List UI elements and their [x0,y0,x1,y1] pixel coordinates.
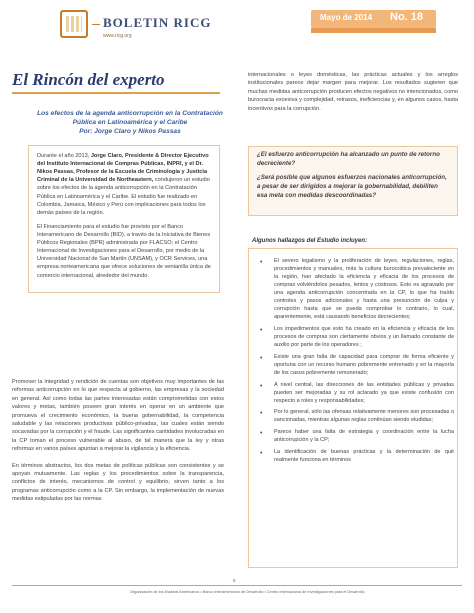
footer-rule [12,585,462,586]
intro-authors: Jorge Claro, Presidente & Director Ejecutivo del Instituto Internacional de Compras Públicas, INPRI, y el Dr. Nikos Passas, Profesor de la Escuela de Criminología y Justicia Criminal de la Universidad de Northeastern, [37,153,209,184]
issue-bar [311,28,436,33]
title-rule [12,92,220,94]
header [0,0,474,60]
finding-item: • Por lo general, sólo las ofensas relativamente menores son procesadas o sancionadas, mientras algunas reglas continúan siendo eludidas; [256,409,454,425]
issue-date: Mayo de 2014 [320,13,373,22]
page-number: 6 [233,578,236,583]
question-box [248,146,458,216]
section-title: El Rincón del experto [12,70,165,89]
body-paragraph-1: Promover la integridad y rendición de cuentas son objetivos muy importantes de las reformas anticorrupción en lo que respecta al gobierno, las empresas y la sociedad en general. Así como todas las partes interesadas están comprometidas con estos valores y metas, también poseen gran interés en operar en un ambiente que promueva el crecimiento económico, la buena gobernabilidad, la competencia saludable y las relaciones productivas público-privadas, las cuales están siendo socavadas por la corrupción y el fraude. Las significantes cantidades involucradas en la CP toman el proceso vulnerable al abuso, de tal manera que la ley y otras reformas en varios países apuntan a mejorar la vigilancia y la eficiencia. [12,379,224,453]
finding-item: • El severo legalismo y la proliferación de leyes, regulaciones, reglas, procedimientos y manuales, más la cultura burocrática prevaleciente en la región, han afectado la eficiencia y eficacia de los procesos de compras volviéndolos pesados, lentos y costosos. Esto es agravado por una agenda anticorrupción concentrada en la CP, lo que ha traído controles y pasos adicionales y hasta una presunción de culpa y corrupción hasta que se pueda comprobar lo contrario, lo cual, aparentemente, está causando beneficios decrecientes; [256,258,454,322]
article-headline: Los efectos de la agenda anticorrupción en la Contratación Pública en Latinoamérica y el Caribe [37,110,223,126]
logo-url[interactable]: www.ricg.org [103,33,132,39]
finding-item: • Parece haber una falta de estrategia y coordinación entre la lucha anticorrupción y la CP; [256,429,454,445]
body-paragraph-2: En términos abstractos, los dos metas de políticas públicas son consistentes y se apoyan mutuamente. Las reglas y los procedimientos sobre la transparencia, conflictos de interés, mecanismos de control y equilibrio, sirven tanto a los programas anticorrupción como a la CP. Sin embargo, la implementación de nuevas medidas estipuladas por las normas [12,462,224,503]
finding-item: • Existe una gran falta de capacidad para comprar de forma eficiente y oportuna con un recurso humano pobremente entrenado y en la mayoría de los casos pobremente remunerado; [256,354,454,378]
footer-text: Organización de los Estados Americanos • Banco Interamericano de Desarrollo • Centro Internacional de Investigaciones para el Desarrollo [130,590,365,594]
left-body [12,378,224,511]
intro-paragraph-2: El Financiamiento para el estudio fue provisto por el Banco Interamericano de Desarrollo (BID), a través de la Iniciativa de Bienes Públicos Regionales (BPR) administrada por FLACSO; el Centro Internacional de Investigaciones para el Desarrollo, por medio de la Universidad Nacional de San Martín (UNSAM), y OCR Services, una empresa norteamericana que ofrece soluciones de ventanilla única de comercio internacional, alrededor del mundo. [37,223,211,279]
logo-divider [92,24,100,25]
ricg-logo-icon [60,10,88,38]
intro-paragraph-1 [37,152,211,217]
question-1: ¿El esfuerzo anticorrupción ha alcanzado un punto de retorno decreciente? [257,151,440,167]
findings-heading: Algunos hallazgos del Estudio incluyen: [252,238,368,244]
right-column [248,71,458,113]
intro-box [28,145,220,293]
findings-list [256,258,454,469]
intro-rest: condujeron un estudio sobre los efectos de la agenda anticorrupción en la Contratación Pública en Latinoamérica y el Caribe. El estudio fue realizado en Colombia, Jamaica, México y Perú con implicaciones para todos los demás países de la región. [37,177,210,216]
question-2: ¿Será posible que algunos esfuerzos nacionales anticorrupción, a pesar de ser dirigidos a mejorar la gobernabilidad, debiliten esa meta con medidas descoordinadas? [257,174,447,199]
right-paragraph: internacionales o leyes domésticas, las prácticas actuales y los arreglos institucionales parece dejar margen para mejorar. Los resultados sugieren que muchas medidas anticorrupción producen efectos negativos no intencionados, como burocracia excesiva y complejidad, retrasos, ineficiencias y, en algunos casos, hasta incentivos para la corrupción. [248,72,458,112]
intro-lead: Durante el año 2013, [37,153,91,159]
finding-item: • La identificación de buenas prácticas y la determinación de qué realmente funciona en términos [256,449,454,465]
article-title [30,110,230,137]
finding-item: • Los impedimentos que esto ha creado en la eficiencia y eficacia de los procesos de compras son ciertamente obvios y un llamado constante de auxilio por parte de los operadores ; [256,326,454,350]
logo-text: BOLETIN RICG [103,15,212,30]
article-byline: Por: Jorge Claro y Nikos Passas [79,127,181,135]
issue-number: No. 18 [390,11,424,23]
finding-item: • A nivel central, las direcciones de las entidades públicas y privadas pueden ser mejoradas y su rol aclarado ya que existe confusión con respecto a roles y responsabilidades; [256,382,454,406]
